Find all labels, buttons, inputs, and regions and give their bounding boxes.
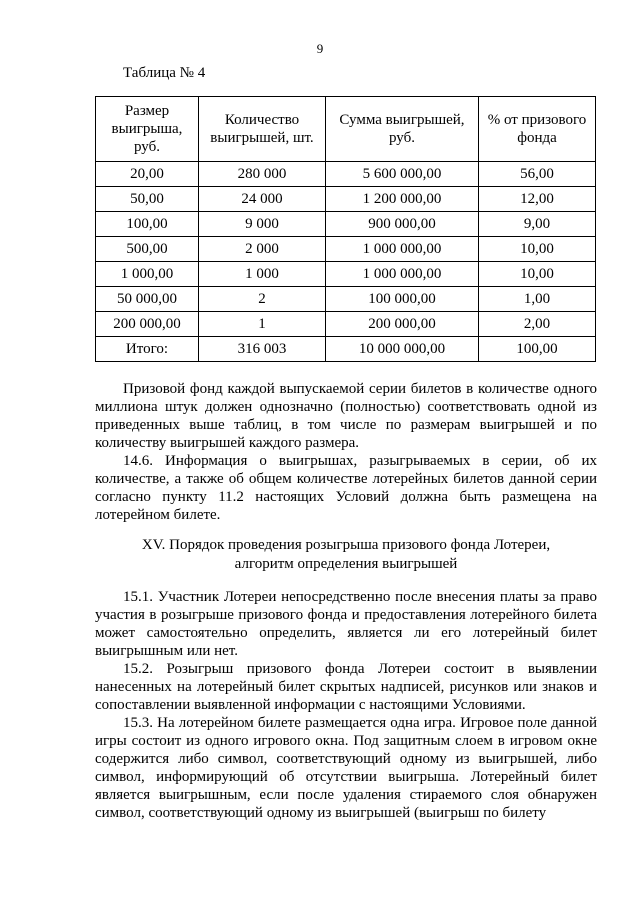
cell-prize-size: 1 000,00 [96, 262, 199, 287]
table-total-row [96, 337, 596, 362]
cell-prize-sum: 900 000,00 [326, 212, 479, 237]
header-fund-percent: % от призового фонда [479, 97, 596, 162]
table-row [96, 237, 596, 262]
cell-fund-percent: 56,00 [479, 162, 596, 187]
table-row [96, 262, 596, 287]
section-heading-line-1: XV. Порядок проведения розыгрыша призового фонда Лотереи, [141, 537, 551, 553]
cell-prize-size: 500,00 [96, 237, 199, 262]
cell-total-sum: 10 000 000,00 [326, 337, 479, 362]
paragraph-15-1: 15.1. Участник Лотереи непосредственно после внесения платы за право участия в розыгрыше призового фонда и предоставления лотерейного билета может самостоятельно определить, является ли его лотерейный билет выигрышным или нет. [95, 589, 597, 659]
table-row [96, 287, 596, 312]
table-row [96, 312, 596, 337]
cell-fund-percent: 10,00 [479, 262, 596, 287]
cell-prize-sum: 100 000,00 [326, 287, 479, 312]
cell-prize-count: 2 000 [199, 237, 326, 262]
cell-prize-sum: 1 200 000,00 [326, 187, 479, 212]
prize-table [95, 96, 596, 362]
cell-fund-percent: 2,00 [479, 312, 596, 337]
table-caption: Таблица № 4 [123, 65, 206, 81]
cell-prize-sum: 1 000 000,00 [326, 237, 479, 262]
header-prize-size: Размер выигрыша, руб. [96, 97, 199, 162]
cell-fund-percent: 12,00 [479, 187, 596, 212]
cell-prize-size: 200 000,00 [96, 312, 199, 337]
cell-prize-sum: 1 000 000,00 [326, 262, 479, 287]
cell-fund-percent: 9,00 [479, 212, 596, 237]
cell-total-percent: 100,00 [479, 337, 596, 362]
cell-prize-count: 280 000 [199, 162, 326, 187]
cell-prize-size: 100,00 [96, 212, 199, 237]
table-row [96, 187, 596, 212]
cell-fund-percent: 1,00 [479, 287, 596, 312]
header-prize-count: Количество выигрышей, шт. [199, 97, 326, 162]
cell-prize-count: 1 [199, 312, 326, 337]
cell-fund-percent: 10,00 [479, 237, 596, 262]
cell-prize-sum: 200 000,00 [326, 312, 479, 337]
cell-prize-size: 50 000,00 [96, 287, 199, 312]
text-block-section-15 [95, 588, 597, 822]
table-row [96, 162, 596, 187]
section-heading-line-2: алгоритм определения выигрышей [234, 556, 458, 572]
paragraph-15-2: 15.2. Розыгрыш призового фонда Лотереи состоит в выявлении нанесенных на лотерейный билет скрытых надписей, рисунков или знаков и сопоставлении выявленной информации с настоящими Условиями. [95, 661, 597, 713]
paragraph-14-6: 14.6. Информация о выигрышах, разыгрываемых в серии, об их количестве, а также об общем количестве лотерейных билетов данной серии согласно пункту 11.2 настоящих Условий должна быть размещена на лотерейном билете. [95, 453, 597, 523]
cell-total-count: 316 003 [199, 337, 326, 362]
table-header-row [96, 97, 596, 162]
paragraph-15-3: 15.3. На лотерейном билете размещается одна игра. Игровое поле данной игры состоит из одного игрового окна. Под защитным слоем в игровом окне содержится либо символ, соответствующий одному из выигрышей, либо символ, информирующий об отсутствии выигрыша. Лотерейный билет является выигрышным, если после удаления стираемого слоя обнаружен символ, соответствующий одному из выигрышей (выигрыш по билету [95, 715, 597, 821]
cell-total-label: Итого: [96, 337, 199, 362]
section-heading [95, 536, 597, 574]
cell-prize-count: 24 000 [199, 187, 326, 212]
header-prize-sum: Сумма выигрышей, руб. [326, 97, 479, 162]
cell-prize-sum: 5 600 000,00 [326, 162, 479, 187]
page-number: 9 [316, 41, 324, 56]
paragraph-prize-fund: Призовой фонд каждой выпускаемой серии билетов в количестве одного миллиона штук должен однозначно (полностью) соответствовать одной из приведенных выше таблиц, в том числе по размерам выигрышей и по количеству выигрышей каждого размера. [95, 381, 597, 451]
text-block-prize-fund [95, 380, 597, 524]
cell-prize-size: 50,00 [96, 187, 199, 212]
cell-prize-size: 20,00 [96, 162, 199, 187]
cell-prize-count: 9 000 [199, 212, 326, 237]
cell-prize-count: 2 [199, 287, 326, 312]
cell-prize-count: 1 000 [199, 262, 326, 287]
table-row [96, 212, 596, 237]
